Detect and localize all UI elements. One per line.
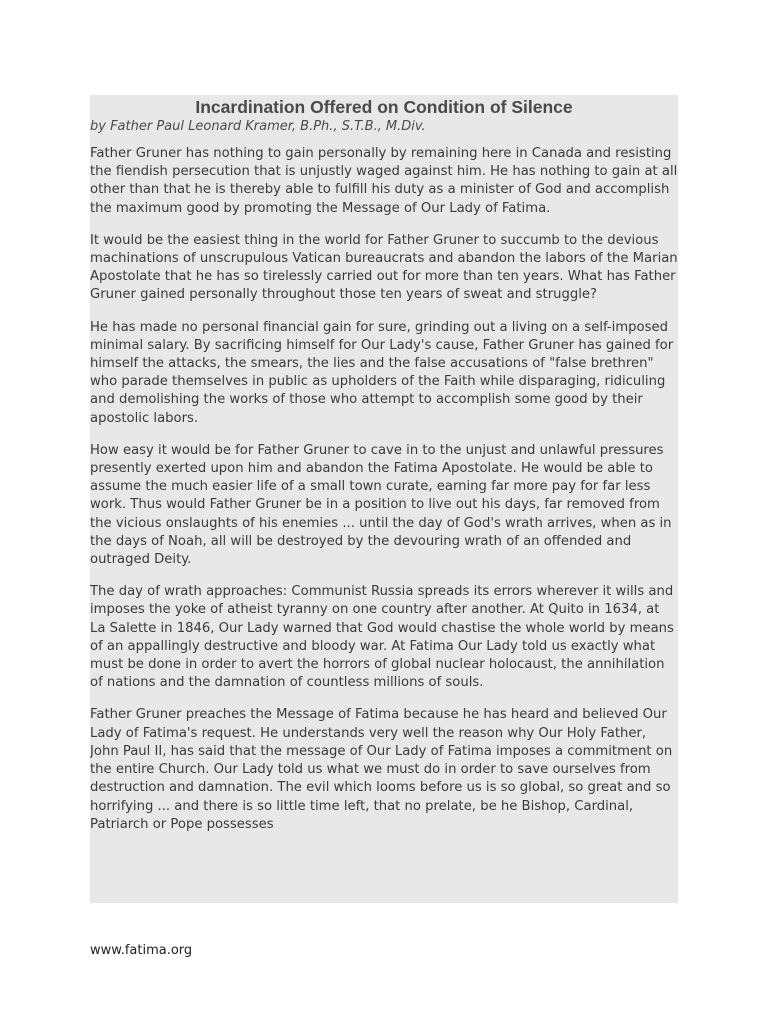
paragraph: Father Gruner has nothing to gain personally by remaining here in Canada and resisting the fiendish persecution that is unjustly waged against him. He has nothing to gain at all other than that he is thereby able to fulfill his duty as a minister of God and accomplish the maximum good by promoting the Message of Our Lady of Fatima.	[90, 146, 678, 216]
paragraph: He has made no personal financial gain for sure, grinding out a living on a self-imposed minimal salary. By sacrificing himself for Our Lady's cause, Father Gruner has gained for himself the attacks, the smears, the lies and the false accusations of "false brethren" who parade themselves in public as upholders of the Faith while disparaging, ridiculing and demolishing the works of those who attempt to accomplish some good by their apostolic labors.	[90, 319, 674, 426]
footer-url: www.fatima.org	[90, 943, 193, 958]
paragraph: The day of wrath approaches: Communist Russia spreads its errors wherever it wills and imposes the yoke of atheist tyranny on one country after another. At Quito in 1634, at La Salette in 1846, Our Lady warned that God would chastise the whole world by means of an appallingly destructive and bloody war. At Fatima Our Lady told us exactly what must be done in order to avert the horrors of global nuclear holocaust, the annihilation of nations and the damnation of countless millions of souls.	[90, 584, 674, 691]
document-page	[90, 95, 678, 903]
paragraph: How easy it would be for Father Gruner to cave in to the unjust and unlawful pressures presently exerted upon him and abandon the Fatima Apostolate. He would be able to assume the much easier life of a small town curate, earning far more pay for far less work. Thus would Father Gruner be in a position to live out his days, far removed from the vicious onslaughts of his enemies ... until the day of God's wrath arrives, when as in the days of Noah, all will be destroyed by the devouring wrath of an offended and outraged Deity.	[90, 442, 672, 568]
paragraph: It would be the easiest thing in the world for Father Gruner to succumb to the devious machinations of unscrupulous Vatican bureaucrats and abandon the labors of the Marian Apostolate that he has so tirelessly carried out for more than ten years. What has Father Gruner gained personally throughout those ten years of sweat and struggle?	[90, 232, 678, 303]
article-body	[90, 145, 678, 834]
article-byline: by Father Paul Leonard Kramer, B.Ph., S.T.B., M.Div.	[90, 119, 426, 134]
article-title: Incardination Offered on Condition of Silence	[195, 97, 573, 117]
paragraph: Father Gruner preaches the Message of Fatima because he has heard and believed Our Lady of Fatima's request. He understands very well the reason why Our Holy Father, John Paul II, has said that the message of Our Lady of Fatima imposes a commitment on the entire Church. Our Lady told us what we must do in order to save ourselves from destruction and damnation. The evil which looms before us is so global, so great and so horrifying ... and there is so little time left, that no prelate, be he Bishop, Cardinal, Patriarch or Pope possesses	[90, 707, 673, 832]
